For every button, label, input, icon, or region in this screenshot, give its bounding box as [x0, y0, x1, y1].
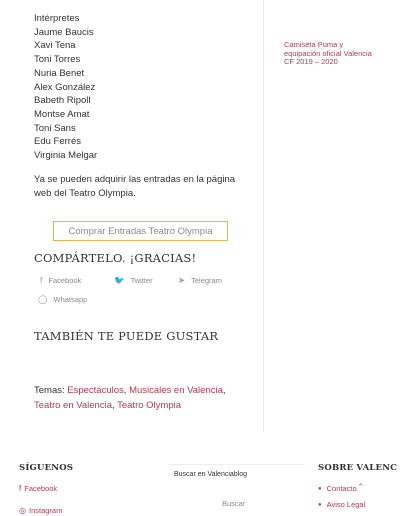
cast-name: Nuria Benet: [34, 67, 85, 79]
cast-name: Alex González: [34, 81, 96, 93]
tag-link[interactable]: Musicales en Valencia: [129, 385, 223, 396]
tags-label: Temas:: [34, 385, 65, 396]
footer-legal-label: Aviso Legal: [326, 500, 366, 509]
footer-instagram-label: Instagram: [28, 506, 63, 515]
footer-follow-heading: SÍGUENOS: [19, 463, 74, 473]
cast-name: Xavi Tena: [34, 40, 76, 52]
share-facebook-button[interactable]: [40, 275, 81, 285]
tag-link[interactable]: Espectáculos: [67, 385, 124, 396]
related-heading: TAMBIÉN TE PUEDE GUSTAR: [34, 329, 219, 343]
share-whatsapp-label: Whatsapp: [53, 295, 88, 304]
footer-legal-link[interactable]: [318, 500, 365, 509]
footer-contact-label: Contacto: [326, 484, 357, 493]
sidebar-article-link[interactable]: Camiseta Puma y equipación oficial Valencia CF 2019 – 2020: [284, 40, 372, 67]
share-facebook-label: Facebook: [48, 275, 82, 285]
whatsapp-icon: ◯: [38, 294, 48, 304]
share-twitter-label: Twitter: [130, 276, 153, 285]
content-divider: [263, 0, 264, 432]
footer-contact-link[interactable]: [318, 484, 357, 493]
cast-list: [34, 12, 97, 163]
buy-tickets-button[interactable]: Comprar Entradas Teatro Olympia: [53, 221, 228, 241]
tag-link[interactable]: Teatro en Valencia: [34, 400, 112, 411]
footer-about-heading: SOBRE VALENC: [318, 463, 398, 473]
cast-name: Jaume Baucis: [34, 26, 94, 38]
footer-facebook-link[interactable]: [19, 484, 57, 493]
cast-name: Toni Torres: [34, 54, 81, 66]
cast-name: Toni Sans: [34, 122, 76, 134]
twitter-icon: 🐦: [114, 275, 125, 285]
share-whatsapp-button[interactable]: [38, 294, 87, 305]
facebook-icon: f: [40, 275, 43, 285]
footer-search-button[interactable]: Buscar: [222, 499, 246, 508]
share-telegram-label: Telegram: [191, 276, 222, 285]
cast-heading: Intérpretes: [34, 13, 80, 24]
bullet-icon: ●: [318, 501, 322, 508]
telegram-icon: ➤: [178, 275, 186, 285]
facebook-icon: f: [19, 484, 22, 493]
cast-name: Babeth Ripoll: [34, 95, 91, 107]
cast-name: Virginia Melgar: [34, 150, 98, 162]
tags-section: Temas: Espectáculos, Musicales en Valencia, Teatro en Valencia, Teatro Olympia: [34, 385, 226, 411]
share-heading: COMPÁRTELO. ¡GRACIAS!: [34, 251, 197, 265]
chevron-up-icon[interactable]: ⌃: [357, 482, 365, 492]
bullet-icon: ●: [318, 485, 322, 492]
share-twitter-button[interactable]: [114, 275, 153, 286]
share-telegram-button[interactable]: [178, 275, 222, 286]
footer-facebook-label: Facebook: [24, 484, 58, 493]
tickets-paragraph: Ya se pueden adquirir las entradas en la página web del Teatro Olympia.: [34, 174, 236, 199]
footer-search-input[interactable]: Buscar en Valenciablog: [170, 464, 305, 484]
footer-instagram-link[interactable]: [19, 506, 62, 515]
tag-link[interactable]: Teatro Olympia: [117, 400, 181, 411]
cast-name: Montse Amat: [34, 108, 90, 120]
cast-name: Edu Ferrés: [34, 136, 81, 148]
instagram-icon: ◎: [19, 506, 26, 515]
